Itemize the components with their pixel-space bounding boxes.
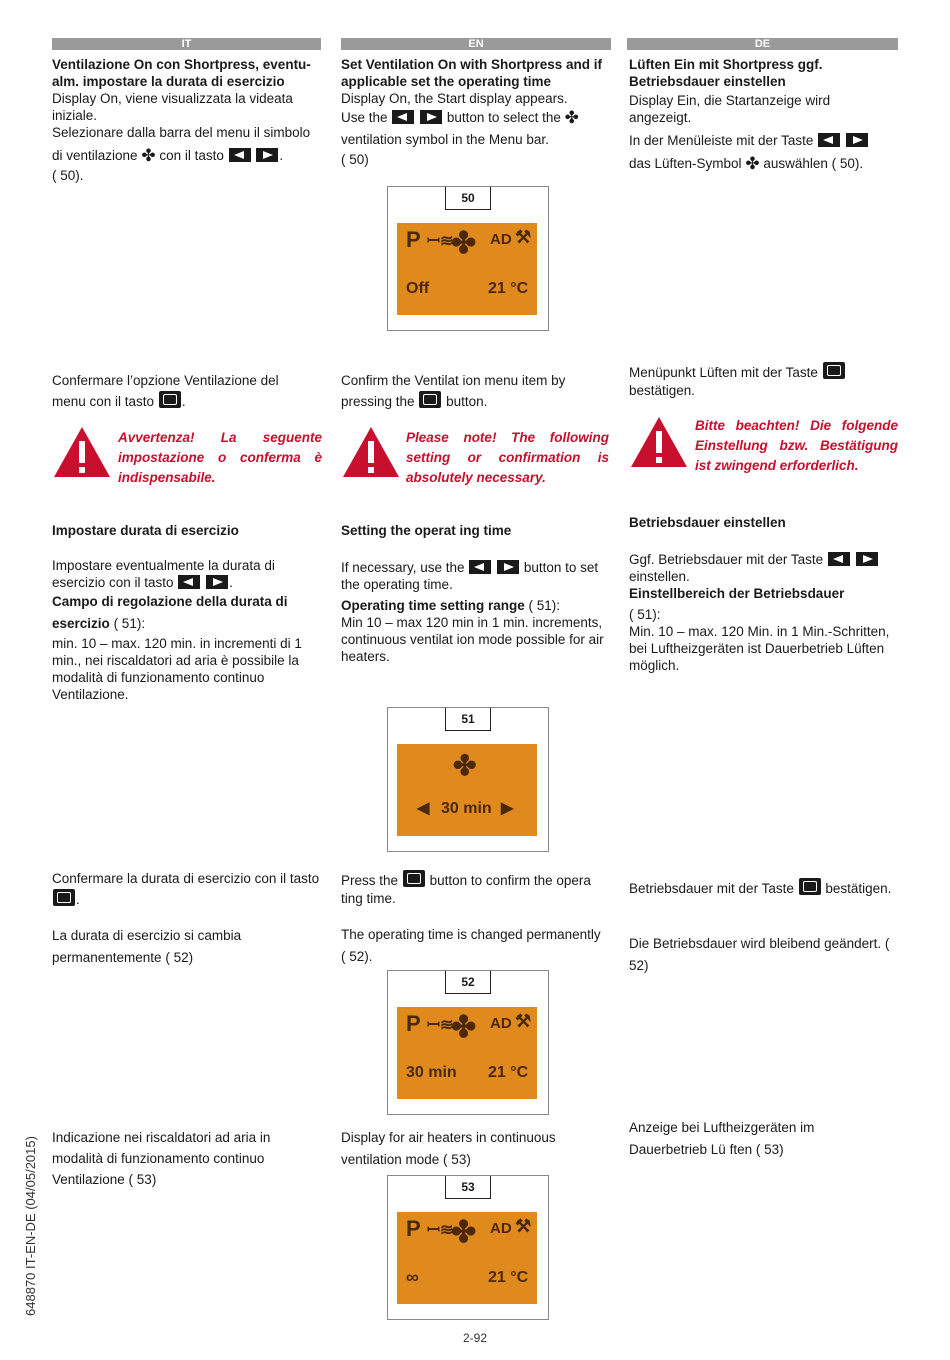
figure-number: 50 bbox=[445, 187, 491, 210]
fan-icon: ✤ bbox=[141, 146, 156, 165]
display-screen bbox=[397, 1007, 537, 1099]
it-intro bbox=[52, 56, 322, 184]
figure-number: 53 bbox=[445, 1176, 491, 1199]
it-p2: Selezionare dalla barra del menu il simbolo di ventilazione ✤ con il tasto . bbox=[52, 125, 311, 165]
de-range-title: Einstellbereich der Betriebsdauer bbox=[629, 586, 845, 601]
heating-icon: ꟷ≋ bbox=[427, 1222, 454, 1239]
heating-icon: ꟷ≋ bbox=[427, 1017, 454, 1034]
en-airheat: Display for air heaters in continuous ventilation mode ( 53) bbox=[341, 1130, 556, 1167]
display-screen bbox=[397, 1212, 537, 1304]
it-set-title: Impostare durata di esercizio bbox=[52, 523, 239, 538]
auto-defrost-indicator: AD bbox=[490, 1220, 512, 1237]
left-arrow-key-icon bbox=[828, 552, 850, 566]
en-warning-text: Please note! The following setting or confirmation is absolutely necessary. bbox=[406, 430, 609, 485]
fan-icon: ✤ bbox=[451, 1011, 477, 1044]
figure-number: 51 bbox=[445, 708, 491, 731]
right-arrow-key-icon bbox=[846, 133, 868, 147]
en-intro bbox=[341, 56, 606, 168]
display-screen bbox=[397, 744, 537, 836]
en-set bbox=[341, 522, 606, 665]
document-number: 648870 IT-EN-DE (04/05/2015) bbox=[23, 1136, 38, 1316]
heating-icon: ꟷ≋ bbox=[427, 233, 454, 250]
de-title: Lüften Ein mit Shortpress ggf. Betriebsdauer einstellen bbox=[629, 57, 823, 89]
figure-50 bbox=[387, 186, 549, 331]
fan-icon: ✤ bbox=[745, 154, 760, 173]
en-confirm2: Press the button to confirm the opera ting time. bbox=[341, 870, 606, 908]
figure-52 bbox=[387, 970, 549, 1115]
fan-icon: ✤ bbox=[564, 108, 579, 127]
time-text: 30 min bbox=[441, 800, 492, 817]
wrench-icon: ⚒ bbox=[515, 1011, 532, 1031]
it-title: Ventilazione On con Shortpress, eventu-alm. impostare la durata di esercizio bbox=[52, 57, 311, 89]
it-ref50: ( 50). bbox=[52, 168, 84, 183]
ok-key-icon bbox=[799, 878, 821, 895]
de-set bbox=[629, 514, 897, 674]
ok-key-icon bbox=[403, 870, 425, 887]
temperature-text: 21 °C bbox=[488, 1064, 529, 1081]
it-confirm: Confermare l’opzione Ventilazione del menu con il tasto . bbox=[52, 373, 279, 409]
display-screen bbox=[397, 223, 537, 315]
fan-icon: ✤ bbox=[453, 750, 477, 781]
fan-icon: ✤ bbox=[451, 227, 477, 260]
program-indicator: P bbox=[406, 1011, 421, 1036]
en-set-text: If necessary, use the button to set the operating time. bbox=[341, 560, 599, 592]
de-intro bbox=[629, 56, 891, 175]
continuous-indicator: ∞ bbox=[406, 1267, 419, 1287]
de-perm: Die Betriebsdauer wird bleibend geändert. ( 52) bbox=[629, 936, 890, 973]
fan-icon: ✤ bbox=[451, 1216, 477, 1249]
ok-key-icon bbox=[53, 889, 75, 906]
en-warning bbox=[341, 424, 611, 490]
de-warning-text: Bitte beachten! Die folgende Einstellung bzw. Bestätigung ist zwingend erforderlich. bbox=[695, 418, 898, 473]
it-warning bbox=[52, 424, 322, 490]
de-p1: Display Ein, die Startanzeige wird angezeigt. bbox=[629, 93, 831, 125]
it-confirm2: Confermare la durata di esercizio con il tasto . bbox=[52, 871, 320, 907]
ok-key-icon bbox=[823, 362, 845, 379]
ok-key-icon bbox=[159, 391, 181, 408]
left-arrow-key-icon bbox=[229, 148, 251, 162]
auto-defrost-indicator: AD bbox=[490, 231, 512, 248]
left-arrow-key-icon bbox=[469, 560, 491, 574]
en-range-text: Min 10 – max 120 min in 1 min. increments, continuous ventilat ion mode possible for air heaters. bbox=[341, 615, 604, 664]
wrench-icon: ⚒ bbox=[515, 227, 532, 247]
right-arrow-key-icon bbox=[206, 575, 228, 589]
right-arrow-key-icon bbox=[420, 110, 442, 124]
it-range-text: min. 10 – max. 120 min. in incrementi di 1 min., nei riscaldatori ad aria è possibile la modalità di funzionamento continuo Ventilazione. bbox=[52, 636, 302, 702]
warning-icon bbox=[52, 424, 112, 480]
it-range: Campo di regolazione della durata di esercizio ( 51): bbox=[52, 594, 288, 631]
de-set-title: Betriebsdauer einstellen bbox=[629, 515, 786, 530]
warning-icon bbox=[629, 414, 689, 470]
figure-51 bbox=[387, 707, 549, 852]
wrench-icon: ⚒ bbox=[515, 1216, 532, 1236]
header-en: EN bbox=[341, 38, 611, 50]
auto-defrost-indicator: AD bbox=[490, 1015, 512, 1032]
left-arrow-key-icon bbox=[818, 133, 840, 147]
de-confirm2: Betriebsdauer mit der Taste bestätigen. bbox=[629, 878, 894, 898]
de-warning bbox=[629, 414, 899, 480]
right-arrow-icon: ▶ bbox=[501, 800, 514, 817]
status-text: Off bbox=[406, 280, 430, 297]
en-set-title: Setting the operat ing time bbox=[341, 523, 512, 538]
it-airheat: Indicazione nei riscaldatori ad aria in modalità di funzionamento continuo Ventilazione ( 53) bbox=[52, 1130, 271, 1187]
figure-number: 52 bbox=[445, 971, 491, 994]
en-p1: Display On, the Start display appears. bbox=[341, 91, 568, 106]
figure-53 bbox=[387, 1175, 549, 1320]
temperature-text: 21 °C bbox=[488, 1269, 529, 1286]
it-set bbox=[52, 522, 322, 703]
page-number: 2-92 bbox=[462, 1331, 488, 1345]
program-indicator: P bbox=[406, 1216, 421, 1241]
en-title: Set Ventilation On with Shortpress and if applicable set the operating time bbox=[341, 57, 603, 89]
header-de: DE bbox=[627, 38, 898, 50]
warning-icon bbox=[341, 424, 401, 480]
de-airheat: Anzeige bei Luftheizgeräten im Dauerbetrieb Lü ften ( 53) bbox=[629, 1120, 815, 1157]
en-p2: Use the button to select the ✤ ventilation symbol in the Menu bar. bbox=[341, 108, 579, 147]
right-arrow-key-icon bbox=[497, 560, 519, 574]
en-perm: The operating time is changed permanently ( 52). bbox=[341, 927, 601, 964]
de-range-ref: ( 51): bbox=[629, 607, 661, 622]
de-confirm: Menüpunkt Lüften mit der Taste bestätigen. bbox=[629, 362, 891, 400]
de-range-text: Min. 10 – max. 120 Min. in 1 Min.-Schritten, bei Luftheizgeräten ist Dauerbetrieb Lüften möglich. bbox=[629, 624, 890, 673]
en-confirm: Confirm the Ventilat ion menu item by pressing the button. bbox=[341, 373, 566, 409]
en-range: Operating time setting range ( 51): bbox=[341, 598, 561, 613]
de-p2: In der Menüleiste mit der Taste das Lüften-Symbol ✤ auswählen ( 50). bbox=[629, 129, 891, 175]
it-p1: Display On, viene visualizzata la videata iniziale. bbox=[52, 91, 293, 123]
en-ref50: ( 50) bbox=[341, 152, 369, 167]
it-warning-text: Avvertenza! La seguente impostazione o conferma è indispensabile. bbox=[118, 430, 322, 485]
it-perm: La durata di esercizio si cambia permanentemente ( 52) bbox=[52, 928, 242, 965]
left-arrow-icon: ◀ bbox=[417, 800, 430, 817]
program-indicator: P bbox=[406, 227, 421, 252]
it-set-text: Impostare eventualmente la durata di esercizio con il tasto . bbox=[52, 558, 275, 590]
time-text: 30 min bbox=[406, 1064, 457, 1081]
header-it: IT bbox=[52, 38, 321, 50]
temperature-text: 21 °C bbox=[488, 280, 529, 297]
left-arrow-key-icon bbox=[392, 110, 414, 124]
right-arrow-key-icon bbox=[256, 148, 278, 162]
left-arrow-key-icon bbox=[178, 575, 200, 589]
ok-key-icon bbox=[419, 391, 441, 408]
right-arrow-key-icon bbox=[856, 552, 878, 566]
de-set-text: Ggf. Betriebsdauer mit der Taste einstellen. bbox=[629, 551, 897, 585]
